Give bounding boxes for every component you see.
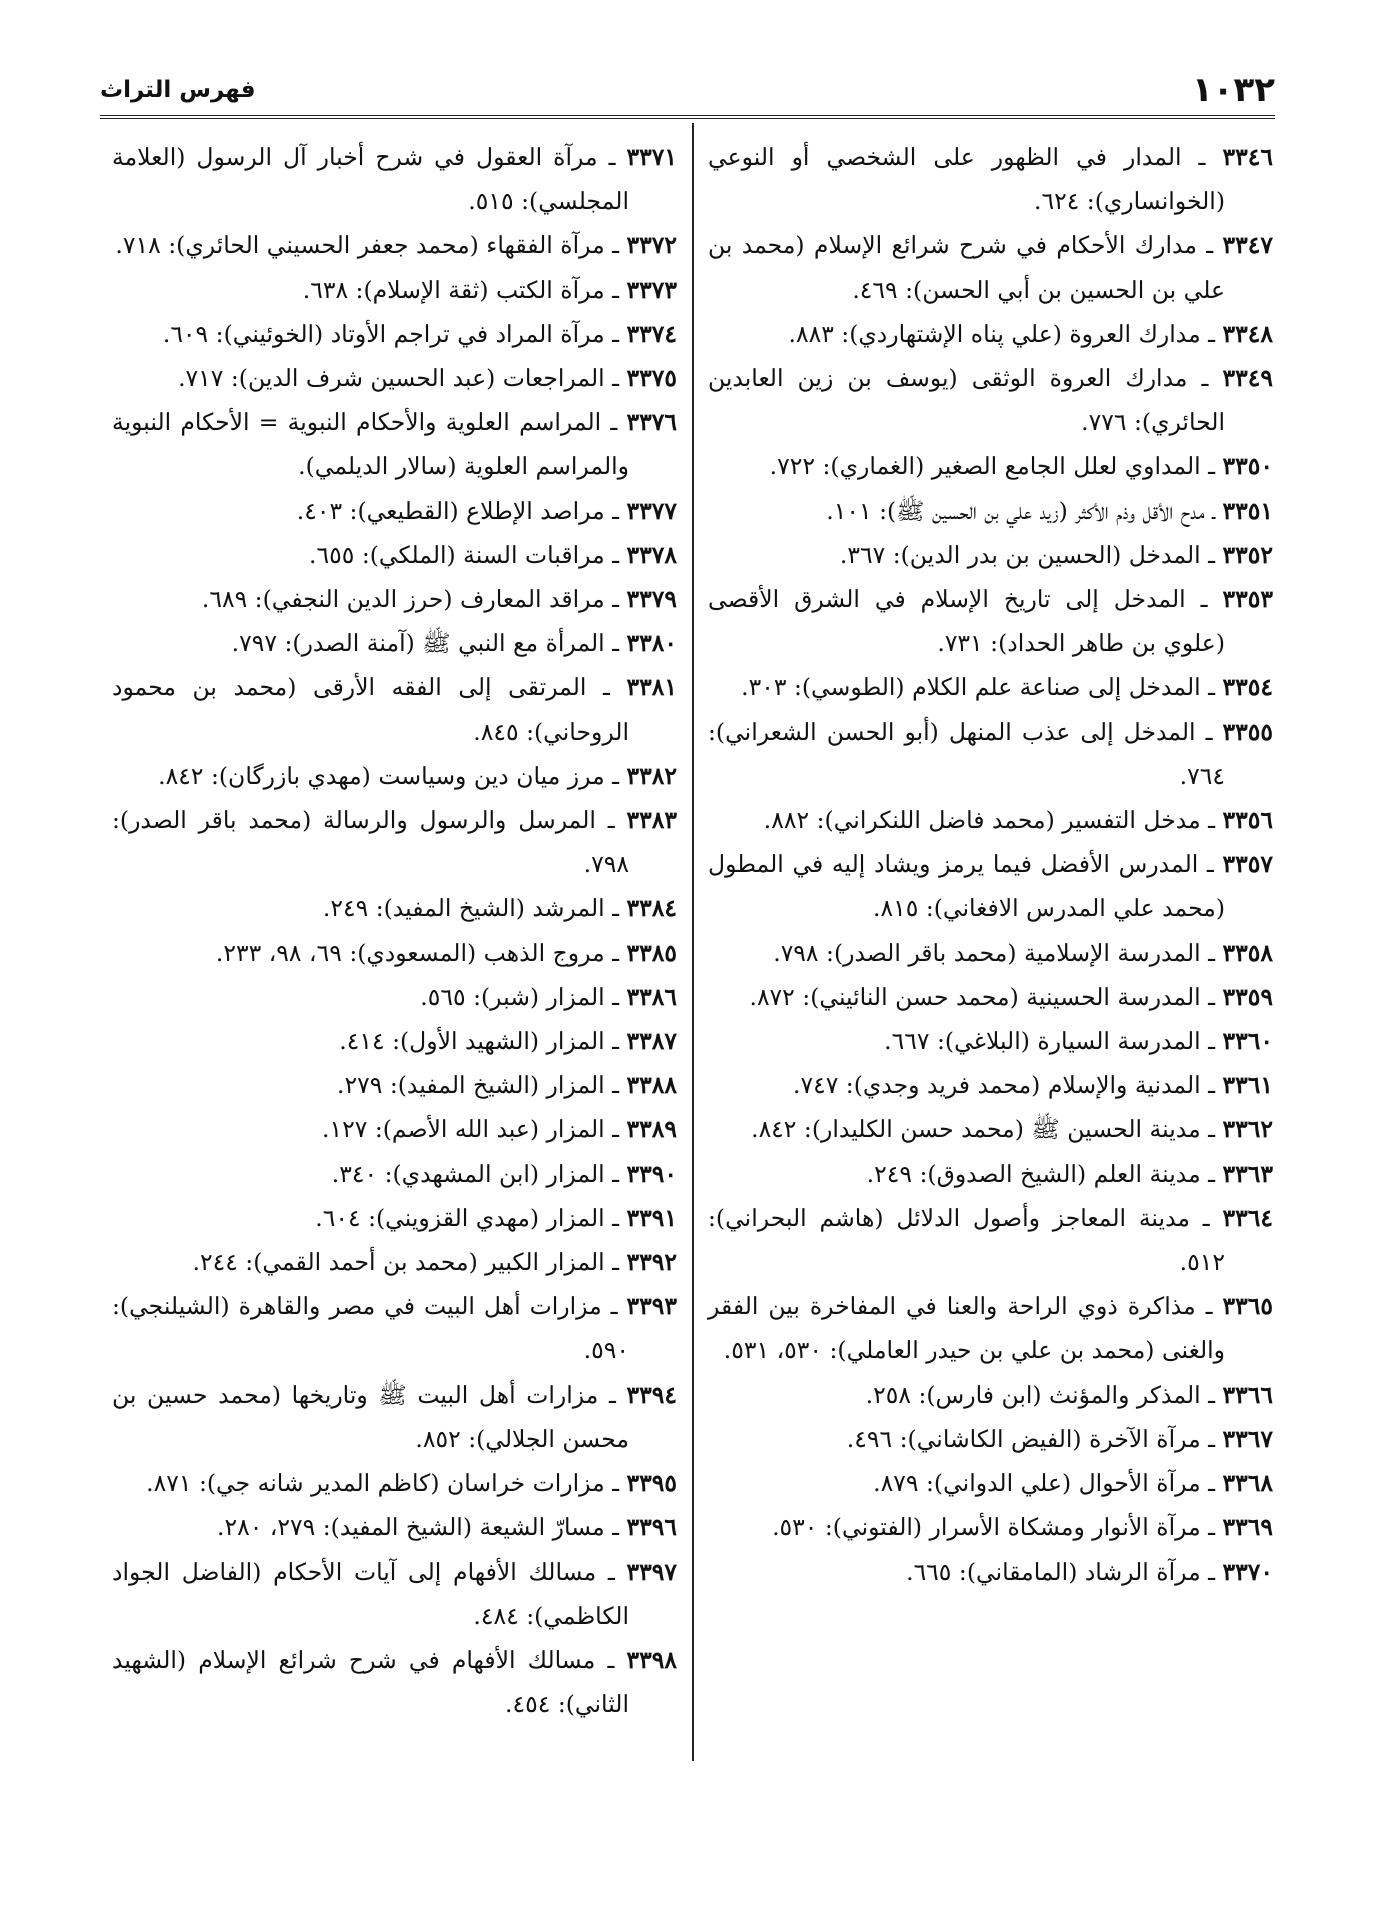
index-entry	[112, 798, 677, 886]
index-entry	[708, 931, 1273, 975]
index-entry	[112, 754, 677, 798]
entry-text: ـ المزار (الشيخ المفيد): ٢٧٩.	[337, 1071, 627, 1100]
entry-number: ٣٣٦٩	[1222, 1513, 1273, 1542]
entry-text: ـ المرتقى إلى الفقه الأرقى (محمد بن محمود الروحاني): ٨٤٥.	[112, 673, 629, 746]
index-entry	[708, 1505, 1273, 1549]
entry-number: ٣٣٩٨	[626, 1645, 677, 1674]
index-entry	[112, 1063, 677, 1107]
index-entry	[708, 710, 1273, 798]
entry-number: ٣٣٩٤	[626, 1380, 677, 1409]
index-entry	[112, 400, 677, 488]
index-entry	[112, 975, 677, 1019]
page-number: ١٠٣٢	[1191, 70, 1275, 110]
index-entry	[112, 135, 677, 223]
entry-number: ٣٣٧٣	[626, 275, 677, 304]
entry-number: ٣٣٨٥	[626, 938, 677, 967]
index-entry	[708, 356, 1273, 444]
header-rule	[100, 115, 1275, 119]
entry-number: ٣٣٧٨	[626, 540, 677, 569]
entry-text: ـ مراقد المعارف (حرز الدين النجفي): ٦٨٩.	[201, 585, 627, 614]
entry-text: ـ المزار (عبد الله الأصم): ١٢٧.	[322, 1115, 627, 1144]
entry-text: ـ مدينة المعاجز وأصول الدلائل (هاشم البحراني): ٥١٢.	[708, 1203, 1225, 1277]
index-entry	[112, 1284, 677, 1372]
entry-text: ـ مدارك العروة (علي پناه الإشتهاردي): ٨٨٣.	[788, 319, 1223, 348]
index-entry	[708, 1019, 1273, 1063]
running-title: فهرس التراث	[100, 77, 256, 103]
entry-text: ـ مرآة الرشاد (المامقاني): ٦٦٥.	[906, 1557, 1223, 1586]
entry-number: ٣٣٦٢	[1222, 1115, 1273, 1144]
entry-text: ـ المدخل إلى عذب المنهل (أبو الحسن الشعراني): ٧٦٤.	[708, 717, 1225, 790]
entry-text: ـ مدخل التفسير (محمد فاضل اللنكراني): ٨٨٢.	[763, 806, 1223, 835]
entry-number: ٣٣٥٦	[1222, 806, 1273, 835]
index-entry	[112, 1373, 677, 1461]
entry-number: ٣٣٧٤	[626, 319, 677, 348]
index-entry	[708, 1550, 1273, 1594]
index-entry	[708, 1063, 1273, 1107]
index-entry	[112, 577, 677, 621]
entry-text: ـ المرأة مع النبي ﷺ (آمنة الصدر): ٧٩٧.	[231, 629, 627, 658]
entry-number: ٣٣٥٣	[1222, 585, 1273, 614]
entry-text: ـ مدينة العلم (الشيخ الصدوق): ٢٤٩.	[866, 1159, 1223, 1188]
index-entry	[708, 1152, 1273, 1196]
entry-text: ـ المدخل إلى تاريخ الإسلام في الشرق الأقصى (علوي بن طاهر الحداد): ٧٣١.	[708, 585, 1225, 658]
entry-number: ٣٣٨٩	[626, 1115, 677, 1144]
entry-text: ـ مرآة الأنوار ومشكاة الأسرار (الفتوني): ٥٣٠.	[772, 1513, 1223, 1542]
entry-number: ٣٣٥٥	[1222, 717, 1273, 746]
entry-number: ٣٣٦٠	[1222, 1027, 1273, 1056]
entry-number: ٣٣٨٨	[626, 1071, 677, 1100]
entry-text: ـ مراقبات السنة (الملكي): ٦٥٥.	[308, 540, 627, 569]
entry-number: ٣٣٩١	[626, 1203, 677, 1232]
entry-text: ـ مسارّ الشيعة (الشيخ المفيد): ٢٧٩، ٢٨٠.	[217, 1513, 627, 1542]
index-entry	[112, 1152, 677, 1196]
index-entry	[112, 1240, 677, 1284]
index-entry	[708, 223, 1273, 311]
entry-text: ـ المراجعات (عبد الحسين شرف الدين): ٧١٧.	[178, 364, 627, 393]
entry-text: ـ مزارات أهل البيت في مصر والقاهرة (الشيلنجي): ٥٩٠.	[112, 1292, 629, 1365]
entry-text: ـ مدينة الحسين ﷺ (محمد حسن الكليدار): ٨٤٢.	[751, 1115, 1223, 1144]
entry-number: ٣٣٧١	[626, 143, 677, 171]
entry-number: ٣٣٧٦	[626, 408, 677, 437]
index-entry	[112, 223, 677, 267]
entry-number: ٣٣٥١	[1222, 496, 1273, 525]
index-entry	[112, 533, 677, 577]
entry-text: ـ المدرس الأفضل فيما يرمز ويشاد إليه في المطول (محمد علي المدرس الافغاني): ٨١٥.	[708, 850, 1225, 923]
index-entry	[708, 533, 1273, 577]
index-entry	[112, 356, 677, 400]
index-entry	[708, 312, 1273, 356]
entry-number: ٣٣٩٠	[626, 1159, 677, 1188]
index-entry	[112, 1019, 677, 1063]
entry-text: ـ المدخل (الحسين بن بدر الدين): ٣٦٧.	[839, 540, 1223, 569]
entry-number: ٣٣٦٨	[1222, 1469, 1273, 1498]
entry-text: ـ المذكر والمؤنث (ابن فارس): ٢٥٨.	[865, 1380, 1223, 1409]
index-entry	[708, 489, 1273, 533]
entry-number: ٣٣٧٥	[626, 364, 677, 393]
entry-text: ـ المدنية والإسلام (محمد فريد وجدي): ٧٤٧.	[792, 1071, 1223, 1100]
entry-text: ـ المزار (الشهيد الأول): ٤١٤.	[339, 1027, 627, 1056]
entry-text: ـ مدارك العروة الوثقى (يوسف بن زين العابدين الحائري): ٧٧٦.	[708, 364, 1225, 437]
column-divider	[692, 123, 694, 1761]
entry-text: ـ مسالك الأفهام في شرح شرائع الإسلام (الشهيد الثاني): ٤٥٤.	[112, 1645, 629, 1719]
index-entry	[112, 1638, 677, 1726]
entry-text: ـ مرآة الأحوال (علي الدواني): ٨٧٩.	[873, 1469, 1223, 1498]
index-entry	[708, 798, 1273, 842]
index-entry	[708, 1417, 1273, 1461]
entry-number: ٣٣٩٦	[626, 1513, 677, 1542]
entry-number: ٣٣٤٦	[1222, 143, 1273, 171]
entry-text: ـ مسالك الأفهام إلى آيات الأحكام (الفاضل الجواد الكاظمي): ٤٨٤.	[112, 1557, 629, 1630]
index-entry	[112, 1107, 677, 1151]
index-entry	[708, 444, 1273, 488]
entry-number: ٣٣٥٠	[1222, 452, 1273, 481]
entry-text: ـ المزار الكبير (محمد بن أحمد القمي): ٢٤٤.	[192, 1248, 627, 1277]
entry-number: ٣٣٤٨	[1222, 319, 1273, 348]
index-entry	[708, 1284, 1273, 1372]
entry-text: ـ مزارات خراسان (كاظم المدير شانه جي): ٨٧١.	[146, 1469, 627, 1498]
entry-number: ٣٣٥٤	[1222, 673, 1273, 702]
entry-number: ٣٣٦٦	[1222, 1380, 1273, 1409]
index-entry	[112, 268, 677, 312]
index-entry	[112, 489, 677, 533]
entry-text: ـ مرز ميان دين وسياست (مهدي بازرگان): ٨٤٢.	[158, 761, 627, 790]
entry-number: ٣٣٩٢	[626, 1248, 677, 1277]
entry-text: ـ المدار في الظهور على الشخصي أو النوعي (الخوانساري): ٦٢٤.	[708, 143, 1225, 216]
entry-number: ٣٣٧٧	[626, 496, 677, 525]
index-entry	[708, 975, 1273, 1019]
entry-number: ٣٣٥٧	[1222, 850, 1273, 879]
entry-text: ـ المزار (مهدي القزويني): ٦٠٤.	[315, 1203, 627, 1232]
entry-text: ـ مروج الذهب (المسعودي): ٦٩، ٩٨، ٢٣٣.	[215, 938, 627, 967]
entry-number: ٣٣٨٠	[626, 629, 677, 658]
index-entry	[112, 1461, 677, 1505]
entry-number: ٣٣٨٦	[626, 982, 677, 1011]
entry-number: ٣٣٥٩	[1222, 982, 1273, 1011]
entry-text: ـ مرآة الفقهاء (محمد جعفر الحسيني الحائري): ٧١٨.	[115, 231, 627, 260]
index-entry	[112, 1505, 677, 1549]
entry-text: ـ مرآة العقول في شرح أخبار آل الرسول (العلامة المجلسي): ٥١٥.	[112, 143, 629, 216]
entry-text: ـ مذاكرة ذوي الراحة والعنا في المفاخرة بين الفقر والغنى (محمد بن علي بن حيدر العاملي): ٥٣٠، ٥٣١.	[708, 1292, 1225, 1365]
index-entry	[112, 621, 677, 665]
index-entry	[112, 1196, 677, 1240]
index-entry	[708, 1196, 1273, 1284]
entry-number: ٣٣٧٩	[626, 585, 677, 614]
right-column	[708, 135, 1273, 1594]
entry-text: ـ المدرسة الحسينية (محمد حسن النائيني): ٨٧٢.	[749, 982, 1223, 1011]
index-entry	[708, 135, 1273, 223]
index-entry	[112, 665, 677, 753]
page-header	[100, 60, 1275, 110]
entry-number: ٣٣٥٢	[1222, 540, 1273, 569]
entry-number: ٣٣٨٢	[626, 761, 677, 790]
entry-number: ٣٣٤٩	[1222, 364, 1273, 393]
entry-number: ٣٣٥٨	[1222, 938, 1273, 967]
entry-text: ـ مدح الأقل وذم الأكثر (زيد علي بن الحسين ﷺ): ١٠١.	[826, 496, 1223, 525]
entry-number: ٣٣٦٤	[1222, 1203, 1273, 1232]
entry-number: ٣٣٦١	[1222, 1071, 1273, 1100]
index-entry	[708, 665, 1273, 709]
entry-number: ٣٣٤٧	[1222, 231, 1273, 260]
index-entry	[112, 1550, 677, 1638]
left-column	[112, 135, 677, 1726]
entry-text: ـ المزار (ابن المشهدي): ٣٤٠.	[331, 1159, 627, 1188]
entry-text: ـ المدرسة الإسلامية (محمد باقر الصدر): ٧٩٨.	[773, 938, 1223, 967]
entry-text: ـ مرآة الآخرة (الفيض الكاشاني): ٤٩٦.	[846, 1424, 1223, 1453]
index-entry	[112, 886, 677, 930]
index-entry	[708, 577, 1273, 665]
index-entry	[708, 1373, 1273, 1417]
entry-number: ٣٣٧٠	[1222, 1557, 1273, 1586]
entry-number: ٣٣٦٧	[1222, 1424, 1273, 1453]
entry-text: ـ مرآة المراد في تراجم الأوتاد (الخوئيني): ٦٠٩.	[162, 319, 627, 348]
entry-text: ـ مدارك الأحكام في شرح شرائع الإسلام (محمد بن علي بن الحسين بن أبي الحسن): ٤٦٩.	[708, 231, 1225, 304]
entry-number: ٣٣٦٣	[1222, 1159, 1273, 1188]
entry-text: ـ المرسل والرسول والرسالة (محمد باقر الصدر): ٧٩٨.	[112, 806, 629, 879]
entry-number: ٣٣٩٣	[626, 1292, 677, 1321]
entry-text: ـ مرآة الكتب (ثقة الإسلام): ٦٣٨.	[302, 275, 627, 304]
entry-text: ـ مزارات أهل البيت ﷺ وتاريخها (محمد حسين بن محسن الجلالي): ٨٥٢.	[112, 1380, 629, 1453]
index-entry	[708, 1461, 1273, 1505]
entry-text: ـ المرشد (الشيخ المفيد): ٢٤٩.	[322, 894, 627, 923]
entry-number: ٣٣٩٧	[626, 1557, 677, 1586]
index-entry	[708, 1107, 1273, 1151]
entry-number: ٣٣٦٥	[1222, 1292, 1273, 1321]
entry-number: ٣٣٨٤	[626, 894, 677, 923]
entry-text: ـ المراسم العلوية والأحكام النبوية = الأحكام النبوية والمراسم العلوية (سالار الديلمي).	[112, 408, 629, 481]
entry-number: ٣٣٩٥	[626, 1469, 677, 1498]
index-entry	[112, 931, 677, 975]
entry-number: ٣٣٨٣	[626, 806, 677, 835]
entry-text: ـ المدخل إلى صناعة علم الكلام (الطوسي): ٣٠٣.	[741, 673, 1223, 702]
index-entry	[112, 312, 677, 356]
entry-text: ـ المدرسة السيارة (البلاغي): ٦٦٧.	[884, 1027, 1223, 1056]
index-entry	[708, 842, 1273, 930]
entry-text: ـ المداوي لعلل الجامع الصغير (الغماري): ٧٢٢.	[769, 452, 1223, 481]
entry-number: ٣٣٨٧	[626, 1027, 677, 1056]
entry-number: ٣٣٨١	[626, 673, 677, 702]
entry-number: ٣٣٧٢	[626, 231, 677, 260]
entry-text: ـ مراصد الإطلاع (القطيعي): ٤٠٣.	[296, 496, 627, 525]
entry-text: ـ المزار (شبر): ٥٦٥.	[420, 982, 627, 1011]
